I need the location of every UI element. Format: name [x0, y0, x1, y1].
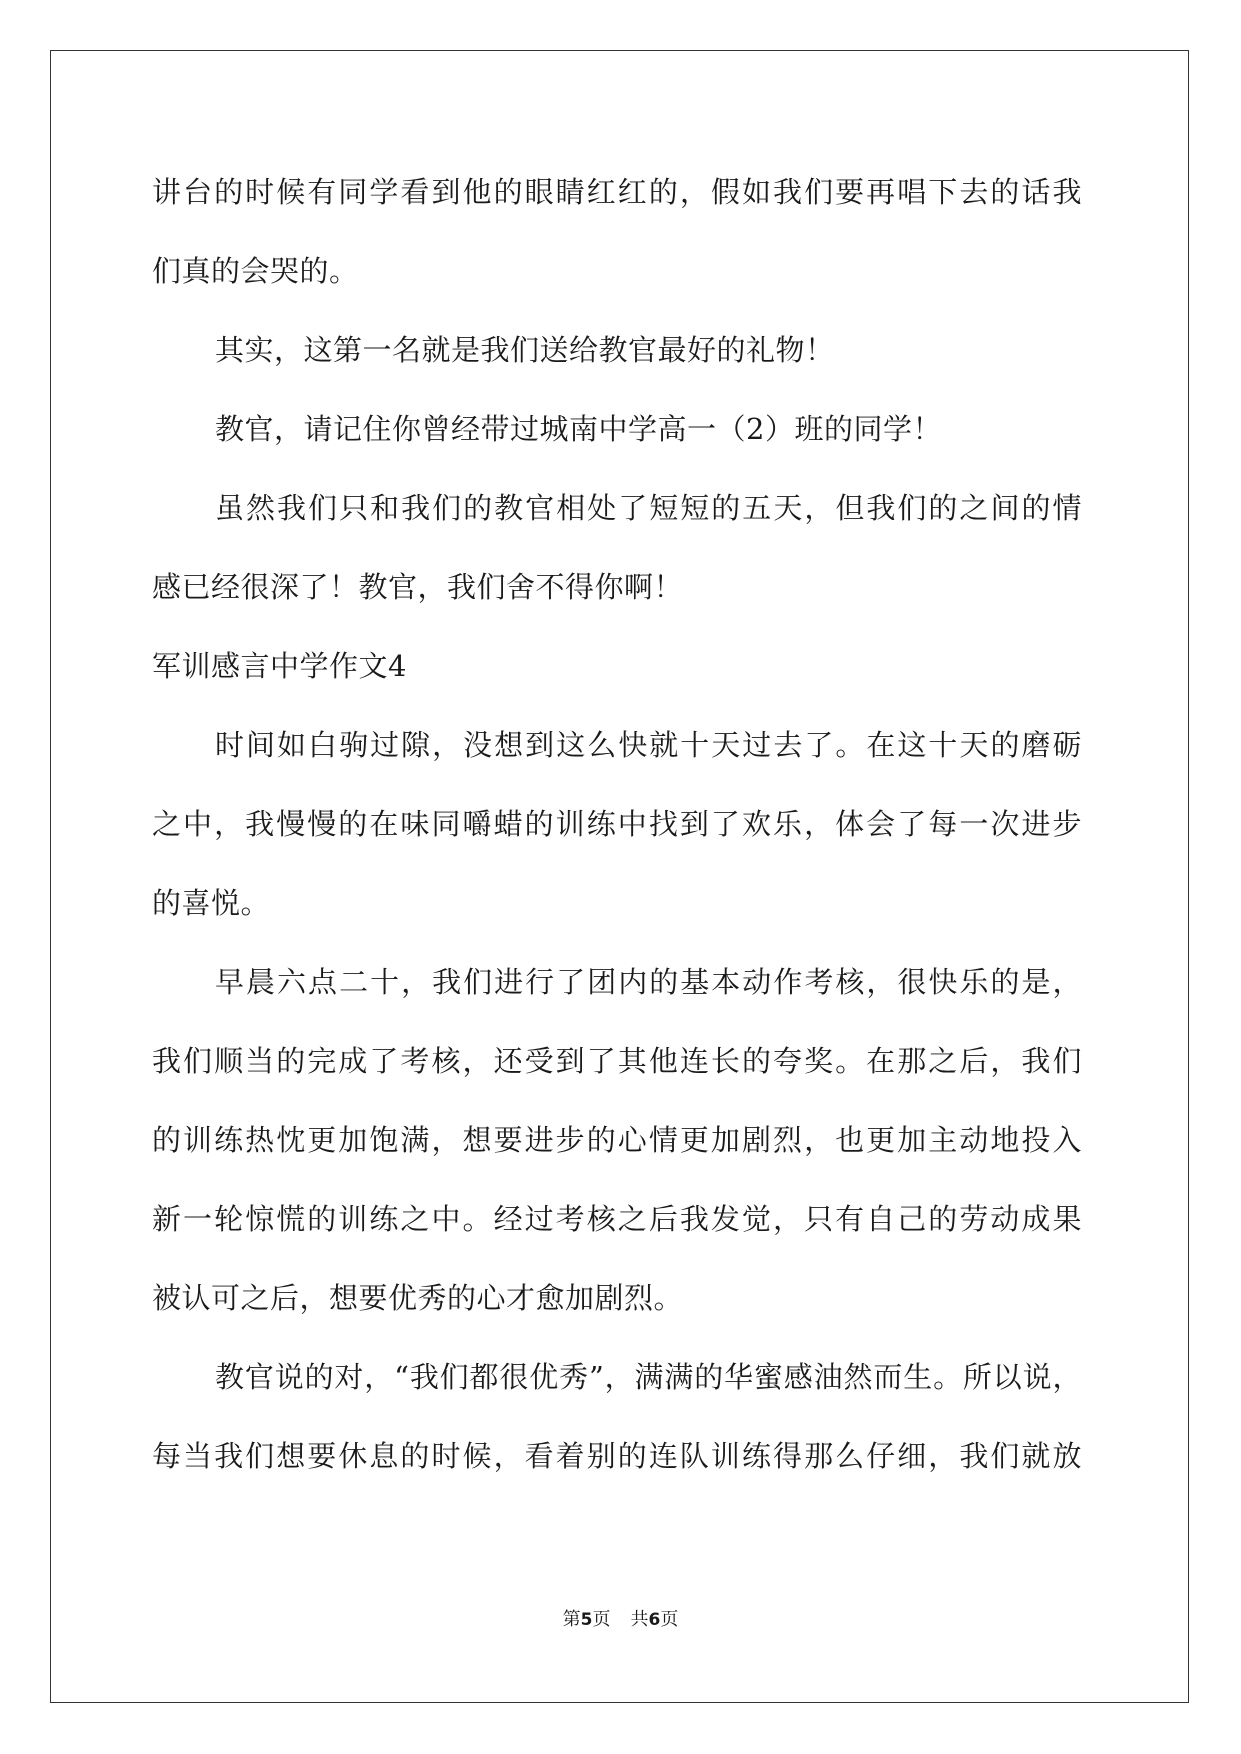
paragraph [152, 1345, 1082, 1503]
text-line: 教官，请记住你曾经带过城南中学高一（2）班的同学！ [215, 412, 942, 446]
text-line: 教官说的对，“我们都很优秀”，满满的华蜜感油然而生。所以说， [215, 1360, 1082, 1394]
text-line: 之中，我慢慢的在味同嚼蜡的训练中找到了欢乐，体会了每一次进步 [152, 807, 1082, 841]
total-prefix: 共 [630, 1609, 649, 1630]
section-heading: 军训感言中学作文4 [152, 649, 407, 683]
text-line: 新一轮惊慌的训练之中。经过考核之后我发觉，只有自己的劳动成果 [152, 1202, 1082, 1236]
text-line: 感已经很深了！教官，我们舍不得你啊！ [152, 570, 684, 604]
paragraph [152, 950, 1082, 1345]
text-line: 时间如白驹过隙，没想到这么快就十天过去了。在这十天的磨砺 [215, 728, 1082, 762]
paragraph [152, 160, 1082, 318]
page-prefix: 第 [562, 1609, 581, 1630]
text-line: 的训练热忱更加饱满，想要进步的心情更加剧烈，也更加主动地投入 [152, 1123, 1082, 1157]
total-suffix: 页 [660, 1609, 679, 1630]
total-page-number: 6 [648, 1610, 661, 1630]
paragraph [152, 397, 1082, 476]
text-line: 我们顺当的完成了考核，还受到了其他连长的夸奖。在那之后，我们 [152, 1044, 1082, 1078]
text-line: 们真的会哭的。 [152, 254, 359, 288]
current-page-number: 5 [580, 1610, 593, 1630]
text-line: 虽然我们只和我们的教官相处了短短的五天，但我们的之间的情 [215, 491, 1082, 525]
paragraph [152, 318, 1082, 397]
document-body [152, 160, 1082, 1503]
paragraph [152, 476, 1082, 634]
text-line: 早晨六点二十，我们进行了团内的基本动作考核，很快乐的是， [215, 965, 1082, 999]
page-footer [0, 1605, 1241, 1631]
text-line: 讲台的时候有同学看到他的眼睛红红的，假如我们要再唱下去的话我 [152, 175, 1082, 209]
text-line: 其实，这第一名就是我们送给教官最好的礼物！ [215, 333, 835, 367]
text-line: 被认可之后，想要优秀的心才愈加剧烈。 [152, 1281, 684, 1315]
page-suffix: 页 [592, 1609, 611, 1630]
paragraph [152, 713, 1082, 950]
text-line: 每当我们想要休息的时候，看着别的连队训练得那么仔细，我们就放 [152, 1439, 1082, 1473]
text-line: 的喜悦。 [152, 886, 271, 920]
